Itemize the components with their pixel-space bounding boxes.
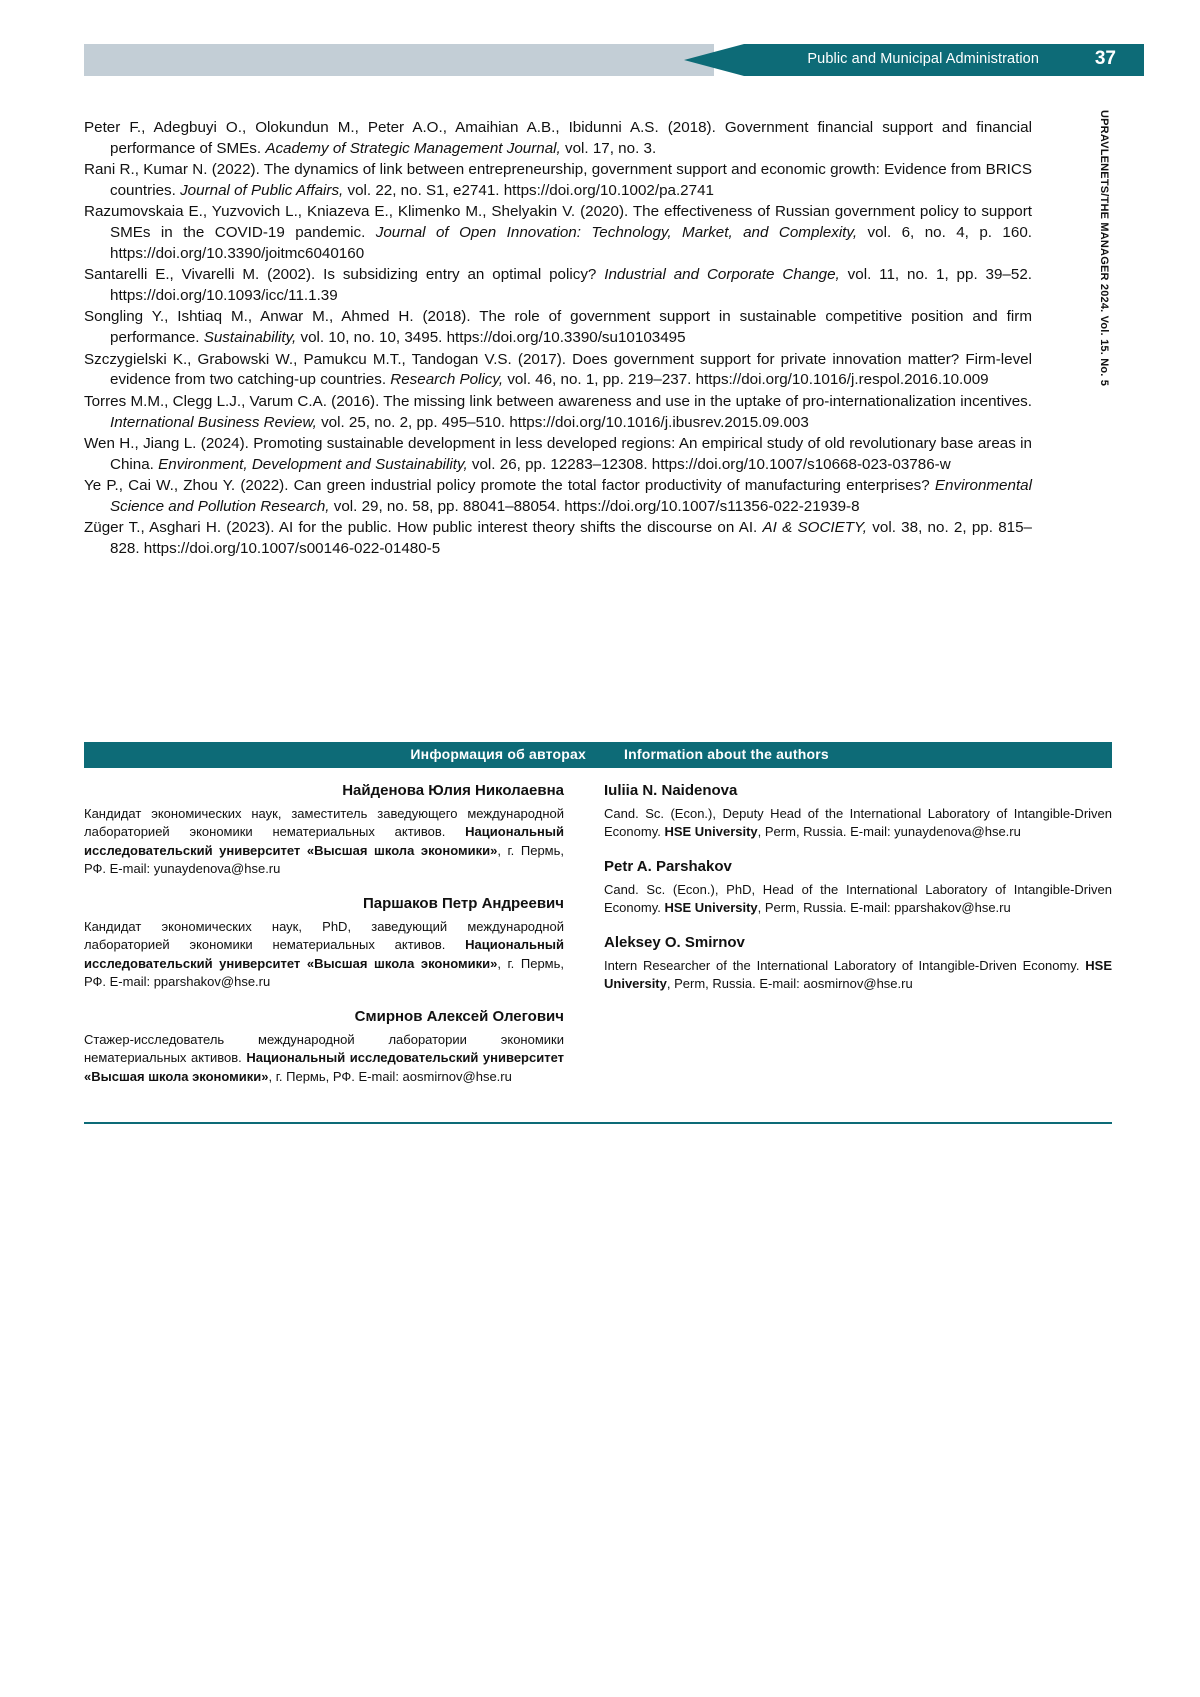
author-description: Intern Researcher of the International Laboratory of Intangible-Driven Economy. HSE University, Perm, Russia. E-mail: aosmirnov@hse.ru: [604, 957, 1112, 992]
author-name: Petr A. Parshakov: [604, 857, 732, 875]
author-name: Смирнов Алексей Олегович: [354, 1007, 564, 1025]
author-description: Стажер-исследователь международной лаборатории экономики нематериальных активов. Национальный исследовательский университет «Высшая школа экономики», г. Пермь, РФ. E-mail: aosmirnov@hse.ru: [84, 1031, 564, 1084]
author-description: Кандидат экономических наук, заместитель заведующего международной лабораторией экономики нематериальных активов. Национальный исследовательский университет «Высшая школа экономики», г. Пермь, РФ. E-mail: yunaydenova@hse.ru: [84, 806, 564, 877]
author-description: Cand. Sc. (Econ.), Deputy Head of the International Laboratory of Intangible-Driven Economy. HSE University, Perm, Russia. E-mail: yunaydenova@hse.ru: [604, 806, 1112, 840]
page-number: 37: [1094, 48, 1116, 69]
author-name: Найденова Юлия Николаевна: [342, 782, 564, 799]
reference-item: Ye P., Cai W., Zhou Y. (2022). Can green industrial policy promote the total factor productivity of manufacturing enterprises? Environmental Science and Pollution Research, vol. 29, no. 58, pp. 88041–88054. https://doi.org/10.1007/s11356-022-21939-8: [84, 477, 1032, 515]
authors-column-ru: [84, 782, 584, 1102]
authors-bottom-rule: [84, 1122, 1112, 1124]
authors-header-en: Information about the authors: [624, 746, 829, 762]
authors-info-header: [84, 742, 1112, 768]
author-name: Aleksey O. Smirnov: [604, 933, 745, 951]
authors-column-en: [584, 782, 1112, 1102]
reference-item: Torres M.M., Clegg L.J., Varum C.A. (2016). The missing link between awareness and use in the uptake of pro-internationalization incentives. International Business Review, vol. 25, no. 2, pp. 495–510. https://doi.org/10.1016/j.ibusrev.2015.09.003: [84, 392, 1032, 431]
author-name: Паршаков Петр Андреевич: [362, 894, 564, 912]
authors-header-ru: Информация об авторах: [410, 746, 586, 762]
reference-item: Szczygielski K., Grabowski W., Pamukcu M.T., Tandogan V.S. (2017). Does government support for private innovation matter? Firm-level evidence from two catching-up countries. Research Policy, vol. 46, no. 1, pp. 219–237. https://doi.org/10.1016/j.respol.2016.10.009: [84, 350, 1032, 389]
references-list: [84, 118, 1032, 560]
author-description: Cand. Sc. (Econ.), PhD, Head of the International Laboratory of Intangible-Driven Economy. HSE University, Perm, Russia. E-mail: pparshakov@hse.ru: [604, 881, 1112, 916]
reference-item: Wen H., Jiang L. (2024). Promoting sustainable development in less developed regions: An empirical study of old revolutionary base areas in China. Environment, Development and Sustainability, vol. 26, pp. 12283–12308. https://doi.org/10.1007/s10668-023-03786-w: [84, 434, 1032, 473]
reference-item: Rani R., Kumar N. (2022). The dynamics of link between entrepreneurship, government support and economic growth: Evidence from BRICS countries. Journal of Public Affairs, vol. 22, no. S1, e2741. https://doi.org/10.1002/pa.2741: [84, 161, 1032, 199]
author-name: Iuliia N. Naidenova: [604, 782, 738, 799]
authors-info-section: [84, 742, 1112, 1102]
page-header: [84, 44, 1144, 76]
header-section-title: Public and Municipal Administration: [807, 51, 1039, 67]
side-running-title: [1098, 110, 1110, 530]
authors-info-body: [84, 768, 1112, 1102]
reference-item: Santarelli E., Vivarelli M. (2002). Is subsidizing entry an optimal policy? Industrial and Corporate Change, vol. 11, no. 1, pp. 39–52. https://doi.org/10.1093/icc/11.1.39: [84, 266, 1032, 305]
author-description: Кандидат экономических наук, PhD, заведующий международной лабораторией экономики нематериальных активов. Национальный исследовательский университет «Высшая школа экономики», г. Пермь, РФ. E-mail: pparshakov@hse.ru: [84, 918, 564, 990]
side-running-title-text: UPRAVLENETS/THE MANAGER 2024. Vol. 15. No. 5: [1098, 110, 1110, 387]
reference-item: Peter F., Adegbuyi O., Olokundun M., Peter A.O., Amaihian A.B., Ibidunni A.S. (2018). Government financial support and financial performance of SMEs. Academy of Strategic Management Journal, vol. 17, no. 3.: [84, 119, 1032, 157]
reference-item: Songling Y., Ishtiaq M., Anwar M., Ahmed H. (2018). The role of government support in sustainable competitive position and firm performance. Sustainability, vol. 10, no. 10, 3495. https://doi.org/10.3390/su10103495: [84, 308, 1032, 347]
reference-item: Razumovskaia E., Yuzvovich L., Kniazeva E., Klimenko M., Shelyakin V. (2020). The effectiveness of Russian government policy to support SMEs in the COVID-19 pandemic. Journal of Open Innovation: Technology, Market, and Complexity, vol. 6, no. 4, p. 160. https://doi.org/10.3390/joitmc6040160: [84, 203, 1032, 262]
header-left-band: [84, 44, 714, 76]
reference-item: Züger T., Asghari H. (2023). AI for the public. How public interest theory shifts the discourse on AI. AI & SOCIETY, vol. 38, no. 2, pp. 815–828. https://doi.org/10.1007/s00146-022-01480-5: [84, 519, 1032, 558]
